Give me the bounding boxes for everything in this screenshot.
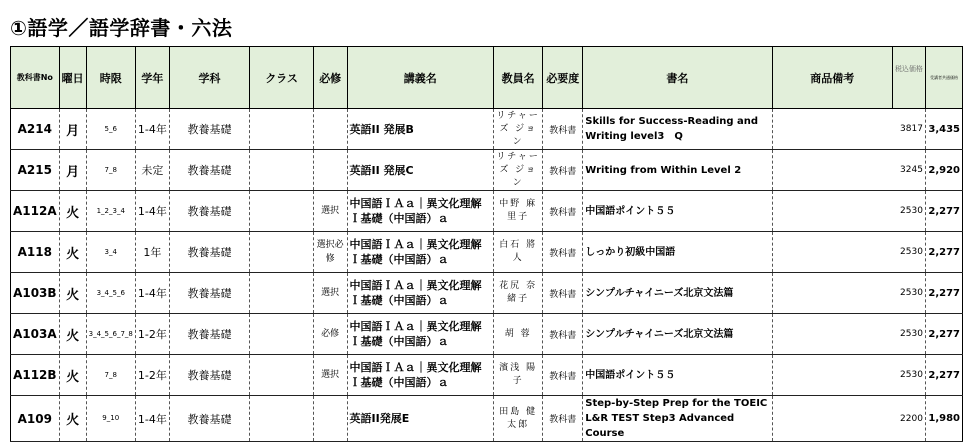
- period-cell: 3_4: [86, 232, 135, 273]
- teacher-name: 花尻 奈緒子: [493, 273, 542, 314]
- table-row: [11, 109, 963, 150]
- header-row: [11, 47, 963, 109]
- course-name: 中国語ＩＡａ｜異文化理解Ｉ基礎（中国語）ａ: [347, 232, 493, 273]
- period-cell: 3_4_5_6: [86, 273, 135, 314]
- class-cell: [250, 109, 314, 150]
- required-cell: [313, 396, 347, 442]
- member-price-cell: 1,980: [925, 396, 962, 442]
- textbook-code: A112A: [11, 191, 60, 232]
- member-price-cell: 2,277: [925, 191, 962, 232]
- book-title: Writing from Within Level 2: [583, 150, 772, 191]
- course-name: 中国語ＩＡａ｜異文化理解Ｉ基礎（中国語）ａ: [347, 191, 493, 232]
- day-cell: 火: [59, 314, 86, 355]
- required-cell: 必修: [313, 314, 347, 355]
- course-name: 中国語ＩＡａ｜異文化理解Ｉ基礎（中国語）ａ: [347, 273, 493, 314]
- necessity-cell: 教科書: [543, 191, 583, 232]
- textbook-code: A103B: [11, 273, 60, 314]
- teacher-name: 濱浅 陽子: [493, 355, 542, 396]
- subject-cell: 教養基礎: [169, 396, 249, 442]
- year-cell: 1-2年: [135, 355, 169, 396]
- textbook-code: A103A: [11, 314, 60, 355]
- price-cell: 2200: [892, 396, 925, 442]
- book-title: Step-by-Step Prep for the TOEIC L&R TEST Step3 Advanced Course: [583, 396, 772, 442]
- necessity-cell: 教科書: [543, 355, 583, 396]
- textbook-code: A118: [11, 232, 60, 273]
- textbook-code: A112B: [11, 355, 60, 396]
- book-title: Skills for Success-Reading and Writing level3 Q: [583, 109, 772, 150]
- necessity-cell: 教科書: [543, 273, 583, 314]
- table-row: [11, 191, 963, 232]
- day-cell: 火: [59, 273, 86, 314]
- teacher-name: リチャーズ ジョン: [493, 150, 542, 191]
- year-cell: 1-4年: [135, 109, 169, 150]
- course-name: 英語II発展E: [347, 396, 493, 442]
- price-cell: 2530: [892, 314, 925, 355]
- class-cell: [250, 314, 314, 355]
- member-price-cell: 2,277: [925, 232, 962, 273]
- table-row: [11, 273, 963, 314]
- col-header-course: 講義名: [347, 47, 493, 109]
- col-header-code: 教科書No: [11, 47, 60, 109]
- col-header-member-price: 受講者共通価格: [925, 47, 962, 109]
- subject-cell: 教養基礎: [169, 273, 249, 314]
- price-cell: 2530: [892, 232, 925, 273]
- member-price-cell: 2,277: [925, 355, 962, 396]
- textbook-code: A214: [11, 109, 60, 150]
- teacher-name: リチャーズ ジョン: [493, 109, 542, 150]
- class-cell: [250, 273, 314, 314]
- required-cell: 選択必修: [313, 232, 347, 273]
- textbook-code: A215: [11, 150, 60, 191]
- necessity-cell: 教科書: [543, 109, 583, 150]
- day-cell: 月: [59, 109, 86, 150]
- price-cell: 2530: [892, 355, 925, 396]
- col-header-teacher: 教員名: [493, 47, 542, 109]
- year-cell: 1-4年: [135, 396, 169, 442]
- course-name: 英語II 発展B: [347, 109, 493, 150]
- required-cell: 選択: [313, 191, 347, 232]
- table-row: [11, 314, 963, 355]
- year-cell: 未定: [135, 150, 169, 191]
- year-cell: 1年: [135, 232, 169, 273]
- note-cell: [772, 109, 892, 150]
- note-cell: [772, 232, 892, 273]
- teacher-name: 白石 將人: [493, 232, 542, 273]
- subject-cell: 教養基礎: [169, 355, 249, 396]
- period-cell: 7_8: [86, 355, 135, 396]
- table-row: [11, 150, 963, 191]
- period-cell: 7_8: [86, 150, 135, 191]
- book-title: シンプルチャイニーズ北京文法篇: [583, 273, 772, 314]
- subject-cell: 教養基礎: [169, 314, 249, 355]
- price-cell: 3245: [892, 150, 925, 191]
- day-cell: 火: [59, 396, 86, 442]
- class-cell: [250, 191, 314, 232]
- required-cell: [313, 109, 347, 150]
- note-cell: [772, 191, 892, 232]
- book-title: しっかり初級中国語: [583, 232, 772, 273]
- course-name: 英語II 発展C: [347, 150, 493, 191]
- subject-cell: 教養基礎: [169, 191, 249, 232]
- member-price-cell: 2,277: [925, 273, 962, 314]
- member-price-cell: 2,277: [925, 314, 962, 355]
- necessity-cell: 教科書: [543, 232, 583, 273]
- col-header-note: 商品備考: [772, 47, 892, 109]
- price-cell: 3817: [892, 109, 925, 150]
- required-cell: 選択: [313, 273, 347, 314]
- col-header-required: 必修: [313, 47, 347, 109]
- subject-cell: 教養基礎: [169, 109, 249, 150]
- period-cell: 1_2_3_4: [86, 191, 135, 232]
- price-cell: 2530: [892, 191, 925, 232]
- note-cell: [772, 396, 892, 442]
- member-price-cell: 2,920: [925, 150, 962, 191]
- period-cell: 5_6: [86, 109, 135, 150]
- class-cell: [250, 232, 314, 273]
- table-row: [11, 396, 963, 442]
- textbook-table: [10, 46, 963, 442]
- necessity-cell: 教科書: [543, 396, 583, 442]
- note-cell: [772, 150, 892, 191]
- year-cell: 1-4年: [135, 273, 169, 314]
- note-cell: [772, 273, 892, 314]
- course-name: 中国語ＩＡａ｜異文化理解Ｉ基礎（中国語）ａ: [347, 355, 493, 396]
- subject-cell: 教養基礎: [169, 150, 249, 191]
- page-title: ①語学／語学辞書・六法: [10, 16, 233, 40]
- class-cell: [250, 355, 314, 396]
- required-cell: [313, 150, 347, 191]
- teacher-name: 田島 健太郎: [493, 396, 542, 442]
- period-cell: 9_10: [86, 396, 135, 442]
- day-cell: 火: [59, 355, 86, 396]
- note-cell: [772, 314, 892, 355]
- table-row: [11, 355, 963, 396]
- day-cell: 月: [59, 150, 86, 191]
- member-price-cell: 3,435: [925, 109, 962, 150]
- teacher-name: 中野 麻里子: [493, 191, 542, 232]
- book-title: 中国語ポイント５５: [583, 355, 772, 396]
- subject-cell: 教養基礎: [169, 232, 249, 273]
- book-title: シンプルチャイニーズ北京文法篇: [583, 314, 772, 355]
- period-cell: 3_4_5_6_7_8: [86, 314, 135, 355]
- book-title: 中国語ポイント５５: [583, 191, 772, 232]
- required-cell: 選択: [313, 355, 347, 396]
- col-header-price: 税込価格: [892, 47, 925, 109]
- class-cell: [250, 150, 314, 191]
- class-cell: [250, 396, 314, 442]
- textbook-code: A109: [11, 396, 60, 442]
- day-cell: 火: [59, 191, 86, 232]
- col-header-class: クラス: [250, 47, 314, 109]
- note-cell: [772, 355, 892, 396]
- col-header-period: 時限: [86, 47, 135, 109]
- course-name: 中国語ＩＡａ｜異文化理解Ｉ基礎（中国語）ａ: [347, 314, 493, 355]
- year-cell: 1-4年: [135, 191, 169, 232]
- col-header-subject: 学科: [169, 47, 249, 109]
- col-header-book: 書名: [583, 47, 772, 109]
- necessity-cell: 教科書: [543, 314, 583, 355]
- day-cell: 火: [59, 232, 86, 273]
- year-cell: 1-2年: [135, 314, 169, 355]
- table-row: [11, 232, 963, 273]
- col-header-year: 学年: [135, 47, 169, 109]
- price-cell: 2530: [892, 273, 925, 314]
- necessity-cell: 教科書: [543, 150, 583, 191]
- teacher-name: 胡 蓉: [493, 314, 542, 355]
- col-header-necessity: 必要度: [543, 47, 583, 109]
- col-header-day: 曜日: [59, 47, 86, 109]
